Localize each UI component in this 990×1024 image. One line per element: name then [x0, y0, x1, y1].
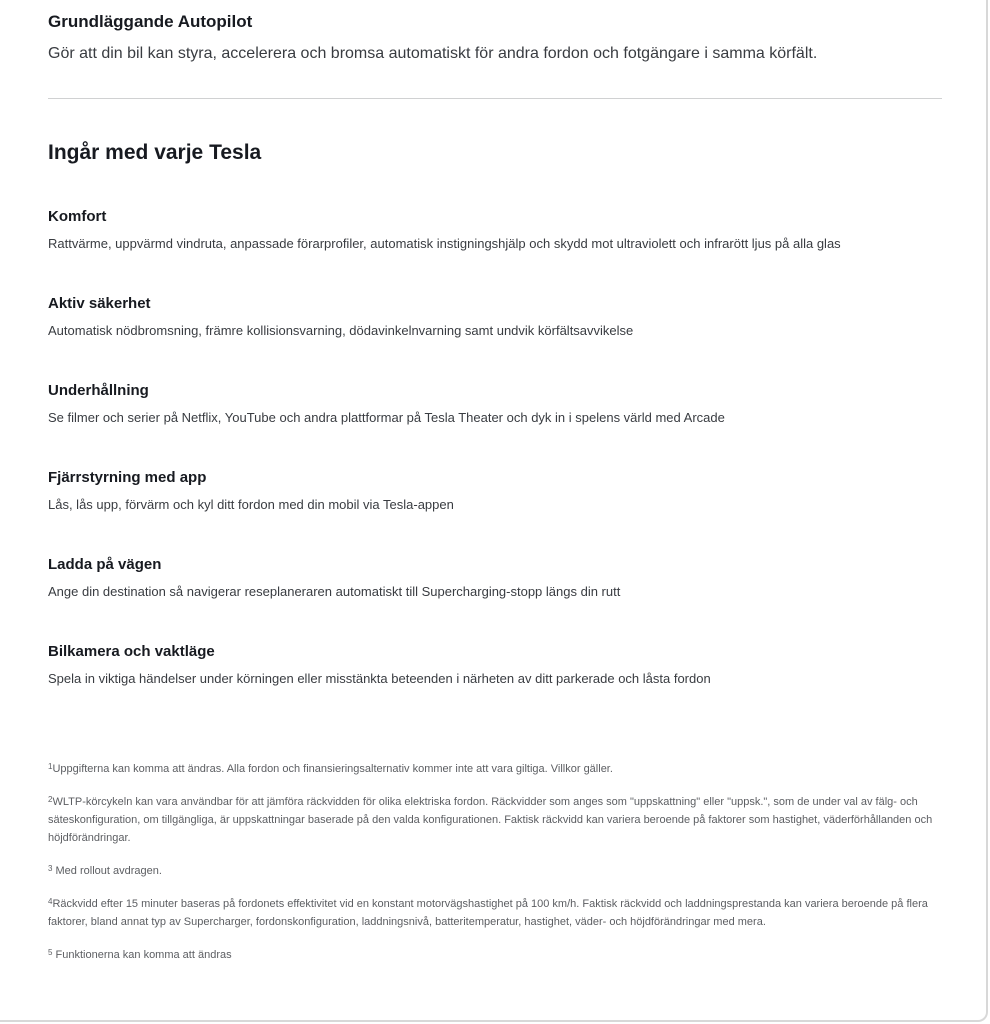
- section-divider: [48, 98, 942, 99]
- feature-title: Komfort: [48, 208, 107, 225]
- feature-title: Bilkamera och vaktläge: [48, 643, 215, 660]
- autopilot-description: Gör att din bil kan styra, accelerera och bromsa automatiskt för andra fordon och fotgängare i samma körfält.: [48, 45, 818, 62]
- footnotes: [48, 760, 942, 979]
- feature-description: Lås, lås upp, förvärm och kyl ditt fordon med din mobil via Tesla-appen: [48, 497, 454, 512]
- footnote-text: Med rollout avdragen.: [52, 865, 162, 877]
- feature-description: Automatisk nödbromsning, främre kollisionsvarning, dödavinkelnvarning samt undvik körfältsavvikelse: [48, 323, 634, 338]
- feature-title: Fjärrstyrning med app: [48, 469, 207, 486]
- footnote-marker: 2: [48, 795, 53, 804]
- feature-description: Ange din destination så navigerar reseplaneraren automatiskt till Supercharging-stopp längs din rutt: [48, 584, 621, 599]
- footnote-3: [48, 862, 942, 880]
- feature-description: Spela in viktiga händelser under körningen eller misstänkta beteenden i närheten av ditt parkerade och låsta fordon: [48, 671, 711, 686]
- feature-title: Ladda på vägen: [48, 556, 162, 573]
- feature-entertainment: [48, 381, 942, 427]
- footnote-text: Funktionerna kan komma att ändras: [52, 949, 232, 961]
- feature-description: Rattvärme, uppvärmd vindruta, anpassade förarprofiler, automatisk instigningshjälp och skydd mot ultraviolett och infrarött ljus på alla glas: [48, 236, 841, 251]
- footnote-4: [48, 895, 942, 931]
- footnote-1: [48, 760, 942, 778]
- footnote-text: Uppgifterna kan komma att ändras. Alla fordon och finansieringsalternativ kommer inte att vara giltiga. Villkor gäller.: [52, 763, 613, 775]
- footnote-marker: 1: [48, 762, 53, 771]
- footnote-2: [48, 793, 942, 847]
- feature-title: Underhållning: [48, 382, 149, 399]
- included-section-title: Ingår med varje Tesla: [48, 141, 262, 164]
- footnote-marker: 5: [48, 948, 53, 957]
- feature-title: Aktiv säkerhet: [48, 295, 151, 312]
- footnote-text: Räckvidd efter 15 minuter baseras på fordonets effektivitet vid en konstant motorvägshastighet på 100 km/h. Faktisk räckvidd och laddningsprestanda kan variera beroende på flera faktorer, bland annat typ av Supercharger, fordonskonfiguration, laddningsnivå, batteritemperatur, hastighet, väder- och höjdförändringar med mera.: [48, 898, 928, 928]
- feature-description: Se filmer och serier på Netflix, YouTube och andra plattformar på Tesla Theater och dyk in i spelens värld med Arcade: [48, 410, 725, 425]
- feature-charge-on-road: [48, 555, 942, 601]
- feature-dashcam-sentry: [48, 642, 942, 688]
- feature-comfort: [48, 207, 942, 253]
- feature-remote-app: [48, 468, 942, 514]
- footnote-text: WLTP-körcykeln kan vara användbar för att jämföra räckvidden för olika elektriska fordon. Räckvidder som anges som "uppskattning" eller "uppsk.", som de under val av fälg- och säteskonfiguration, om tillgängliga, är uppskattningar baserade på den valda konfigurationen. Faktisk räckvidd kan variera beroende på faktorer som hastighet, väderförhållanden och höjdförändringar.: [48, 796, 933, 844]
- feature-active-safety: [48, 294, 942, 340]
- footnote-marker: 4: [48, 897, 53, 906]
- footnote-5: [48, 946, 942, 964]
- footnote-marker: 3: [48, 864, 53, 873]
- autopilot-title: Grundläggande Autopilot: [48, 12, 253, 31]
